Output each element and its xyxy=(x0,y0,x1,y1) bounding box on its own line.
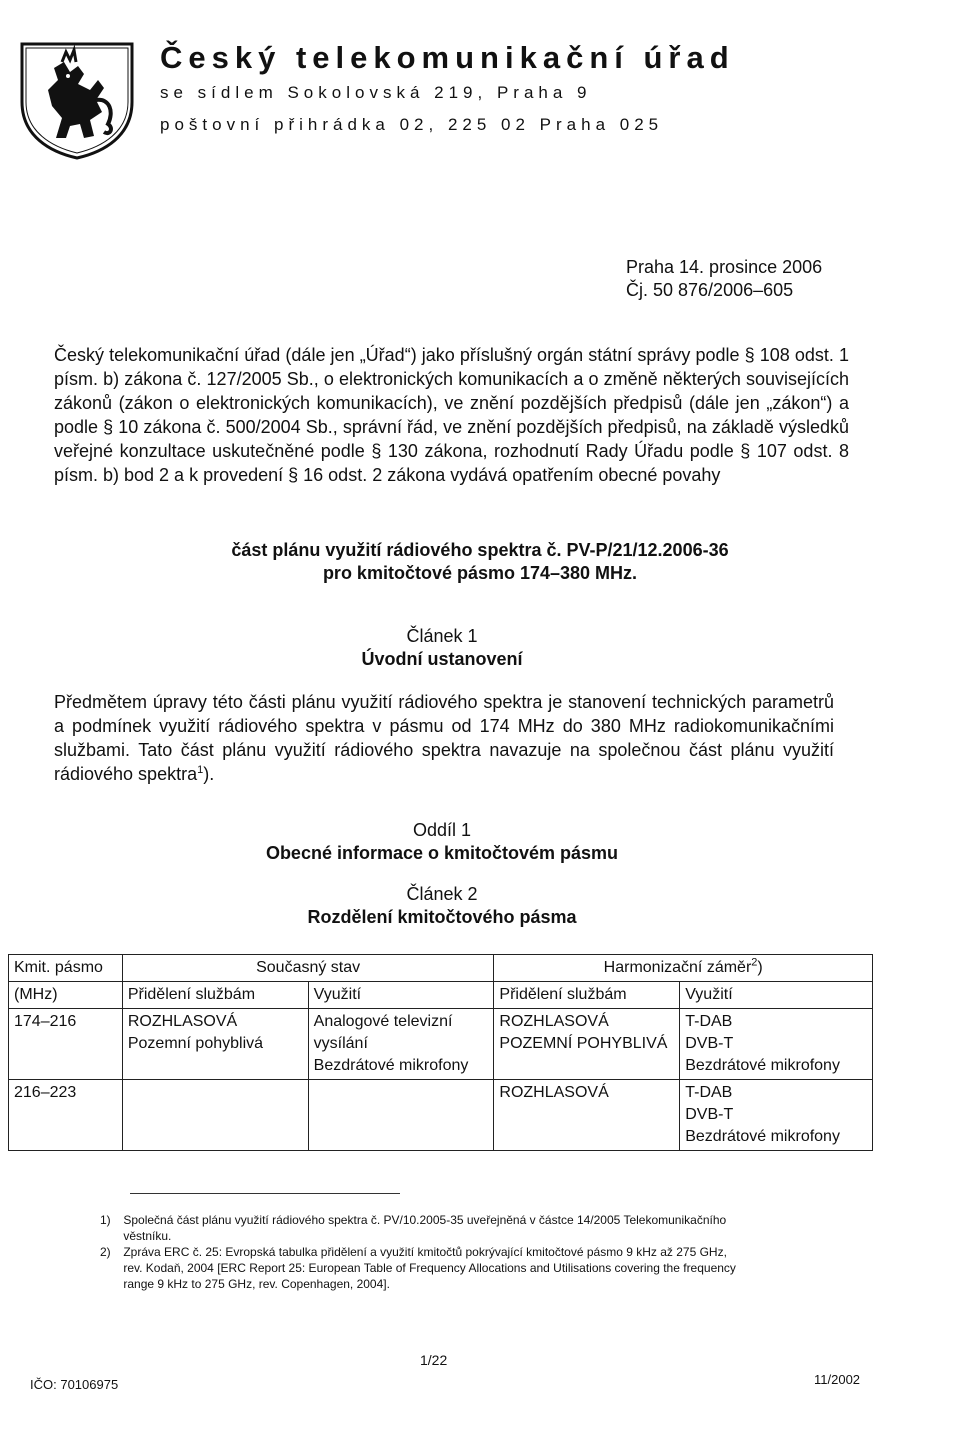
footnote-divider xyxy=(130,1193,400,1194)
header-harmonization-label: Harmonizační záměr xyxy=(603,959,752,976)
lion-emblem-icon xyxy=(18,40,136,160)
cell-line: T-DAB xyxy=(685,1013,733,1030)
cell-harmonized-use xyxy=(680,1080,873,1151)
cell-line: Bezdrátové mikrofony xyxy=(313,1057,469,1074)
cell-current-allocation xyxy=(122,1080,308,1151)
table-row xyxy=(9,1080,873,1151)
page-number: 1/22 xyxy=(420,1352,448,1368)
cell-band: 174–216 xyxy=(9,1009,123,1080)
intro-paragraph: Český telekomunikační úřad (dále jen „Úřad“) jako příslušný orgán státní správy podle § 108 odst. 1 písm. b) zákona č. 127/2005 Sb., o elektronických komunikacích a o změně některých souvisejících zákonů (zákon o elektronických komunikacích), ve znění pozdějších předpisů (dále jen „zákon“) a podle § 10 zákona č. 500/2004 Sb., správní řád, ve znění pozdějších předpisů, na základě výsledků veřejné konzultace uskutečněné podle § 130 zákona, rozhodnutí Rady Úřadu podle § 107 odst. 8 písm. b) bod 2 a k provedení § 16 odst. 2 zákona vydává opatřením obecné povahy xyxy=(54,345,849,485)
cell-current-allocation xyxy=(122,1009,308,1080)
cell-current-use xyxy=(308,1080,494,1151)
article-1-paragraph xyxy=(54,690,834,786)
office-address: se sídlem Sokolovská 219, Praha 9 xyxy=(160,83,592,102)
office-title: Český telekomunikační úřad xyxy=(160,40,735,75)
article-1-text-end: ). xyxy=(203,764,215,784)
footnote-ref-2: 2 xyxy=(751,956,758,969)
cell-line: T-DAB xyxy=(685,1084,733,1101)
office-postal-address: poštovní přihrádka 02, 225 02 Praha 025 xyxy=(160,115,664,134)
header-harmonization xyxy=(494,955,873,982)
place-and-date: Praha 14. prosince 2006 xyxy=(626,257,823,277)
article-2-title: Rozdělení kmitočtového pásma xyxy=(307,907,577,927)
table-header-row xyxy=(9,955,873,982)
subheader-current-allocation: Přidělení službám xyxy=(122,982,308,1009)
cell-harmonized-use xyxy=(680,1009,873,1080)
article-1-number: Článek 1 xyxy=(406,626,478,646)
frequency-allocation-table xyxy=(8,954,873,1151)
state-emblem-logo xyxy=(18,40,136,160)
table-subheader-row xyxy=(9,982,873,1009)
cell-line: Analogové televizní vysílání xyxy=(313,1013,453,1052)
cell-harmonized-allocation xyxy=(494,1080,680,1151)
footnote-number: 1) xyxy=(100,1213,111,1227)
cell-line: ROZHLASOVÁ xyxy=(127,1013,238,1030)
cell-current-use xyxy=(308,1009,494,1080)
cell-band: 216–223 xyxy=(9,1080,123,1151)
article-1-title: Úvodní ustanovení xyxy=(361,649,523,669)
footer-ico: IČO: 70106975 xyxy=(30,1377,119,1392)
cell-line: POZEMNÍ POHYBLIVÁ xyxy=(499,1035,668,1052)
subheader-harmonized-use: Využití xyxy=(680,982,873,1009)
subheader-current-use: Využití xyxy=(308,982,494,1009)
footnote-1 xyxy=(100,1212,840,1244)
section-1-title: Obecné informace o kmitočtovém pásmu xyxy=(265,843,619,863)
cell-harmonized-allocation xyxy=(494,1009,680,1080)
header-band: Kmit. pásmo xyxy=(9,955,123,982)
footnote-text: Společná část plánu využití rádiového spektra č. PV/10.2005-35 uveřejněná v částce 14/2005 Telekomunikačního věstníku. xyxy=(123,1213,727,1243)
cell-line: Pozemní pohyblivá xyxy=(127,1035,264,1052)
footnote-ref-1: 1 xyxy=(197,764,204,776)
cell-line: Bezdrátové mikrofony xyxy=(685,1057,840,1074)
form-code: 11/2002 xyxy=(814,1372,861,1387)
table-row xyxy=(9,1009,873,1080)
cell-line: DVB-T xyxy=(685,1106,734,1123)
cell-line: ROZHLASOVÁ xyxy=(499,1013,609,1030)
article-2-number: Článek 2 xyxy=(406,884,478,904)
footnote-number: 2) xyxy=(100,1245,111,1259)
header-current-state: Současný stav xyxy=(122,955,494,982)
subheader-harmonized-allocation: Přidělení službám xyxy=(494,982,680,1009)
header-band-unit: (MHz) xyxy=(9,982,123,1009)
cell-line: DVB-T xyxy=(685,1035,734,1052)
document-subject: část plánu využití rádiového spektra č. PV-P/21/12.2006-36 xyxy=(231,540,729,560)
cell-line: Bezdrátové mikrofony xyxy=(685,1128,840,1145)
reference-number: Čj. 50 876/2006–605 xyxy=(626,280,794,300)
cell-line: ROZHLASOVÁ xyxy=(499,1084,609,1101)
footnote-text: Zpráva ERC č. 25: Evropská tabulka přidělení a využití kmitočtů pokrývající kmitočtové pásmo 9 kHz až 275 GHz, rev. Kodaň, 2004 [ERC Report 25: European Table of Frequency Allocations and Utilisations covering the frequency range 9 kHz to 275 GHz, rev. Copenhagen, 2004]. xyxy=(123,1245,736,1291)
article-1-text: Předmětem úpravy této části plánu využití rádiového spektra je stanovení technických parametrů a podmínek využití rádiového spektra v pásmu od 174 MHz do 380 MHz radiokomunikačními službami. Tato část plánu využití rádiového spektra navazuje na společnou část plánu využití rádiového spektra xyxy=(54,692,834,784)
footnote-2 xyxy=(100,1244,840,1292)
document-subject-band: pro kmitočtové pásmo 174–380 MHz. xyxy=(322,563,638,583)
section-1-number: Oddíl 1 xyxy=(412,820,472,840)
header-harmonization-end: ) xyxy=(757,959,763,976)
